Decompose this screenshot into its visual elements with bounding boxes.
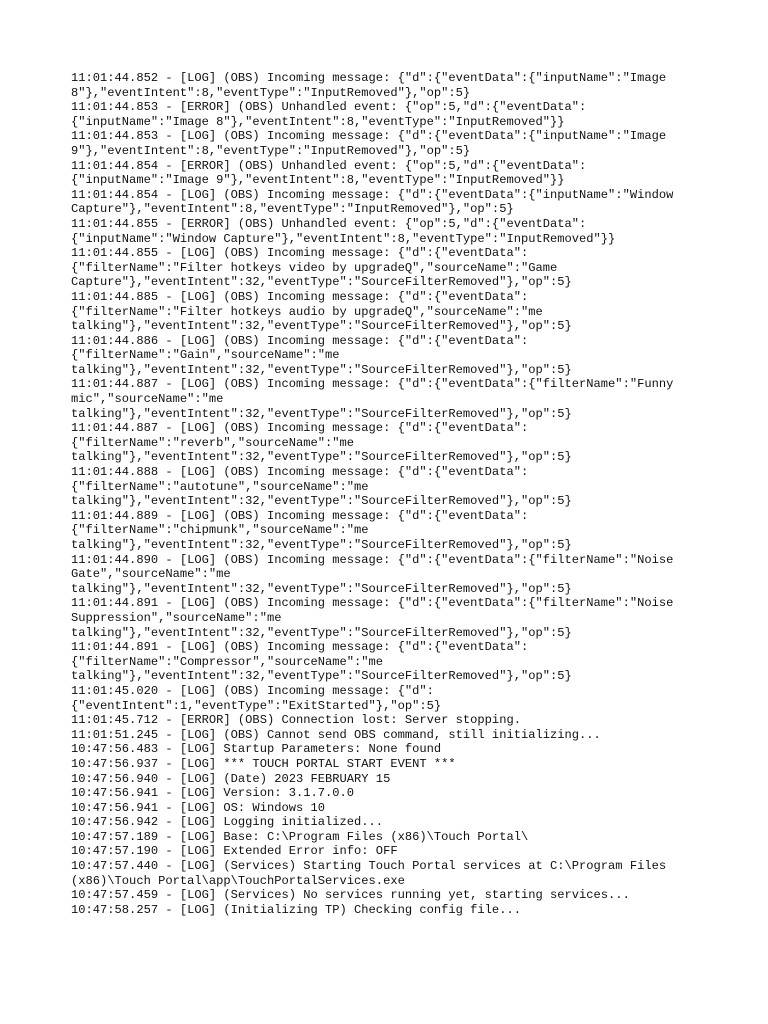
log-line: {"inputName":"Image 9"},"eventIntent":8,"eventType":"InputRemoved"}}: [71, 173, 565, 188]
log-line: talking"},"eventIntent":32,"eventType":"SourceFilterRemoved"},"op":5}: [71, 450, 572, 465]
log-line: 8"},"eventIntent":8,"eventType":"InputRemoved"},"op":5}: [71, 85, 471, 100]
log-line: 11:01:44.853 - [ERROR] (OBS) Unhandled event: {"op":5,"d":{"eventData":: [71, 100, 587, 115]
log-line: talking"},"eventIntent":32,"eventType":"SourceFilterRemoved"},"op":5}: [71, 538, 572, 552]
log-line: Gate","sourceName":"me: [71, 567, 231, 582]
log-line: {"filterName":"Filter hotkeys video by upgradeQ","sourceName":"Game: [71, 260, 558, 275]
log-line: 11:01:44.889 - [LOG] (OBS) Incoming message: {"d":{"eventData":: [71, 508, 529, 523]
log-line: {"filterName":"reverb","sourceName":"me: [71, 435, 355, 450]
log-line: 11:01:44.886 - [LOG] (OBS) Incoming message: {"d":{"eventData":: [71, 333, 529, 348]
log-line: 11:01:44.855 - [LOG] (OBS) Incoming message: {"d":{"eventData":: [71, 246, 529, 261]
log-line: 10:47:56.941 - [LOG] Version: 3.1.7.0.0: [71, 786, 355, 801]
log-line: Suppression","sourceName":"me: [71, 610, 282, 625]
log-line: 11:01:44.891 - [LOG] (OBS) Incoming message: {"d":{"eventData":: [71, 640, 529, 655]
log-line: 10:47:58.257 - [LOG] (Initializing TP) Checking config file...: [71, 902, 521, 917]
log-line: 11:01:44.853 - [LOG] (OBS) Incoming message: {"d":{"eventData":{"inputName":"Image: [71, 129, 667, 144]
log-document: [71, 71, 711, 917]
log-line: 11:01:45.020 - [LOG] (OBS) Incoming message: {"d":: [71, 683, 434, 698]
log-line: talking"},"eventIntent":32,"eventType":"SourceFilterRemoved"},"op":5}: [71, 494, 572, 509]
log-line: {"filterName":"Filter hotkeys audio by upgradeQ","sourceName":"me: [71, 304, 543, 319]
log-line: {"inputName":"Image 8"},"eventIntent":8,"eventType":"InputRemoved"}}: [71, 114, 565, 129]
log-line: {"filterName":"Gain","sourceName":"me: [71, 348, 340, 363]
log-line: (x86)\Touch Portal\app\TouchPortalServices.exe: [71, 873, 405, 888]
log-line: 9"},"eventIntent":8,"eventType":"InputRemoved"},"op":5}: [71, 143, 471, 158]
log-line: 10:47:56.942 - [LOG] Logging initialized...: [71, 815, 384, 830]
log-line: Capture"},"eventIntent":8,"eventType":"InputRemoved"},"op":5}: [71, 202, 514, 217]
log-line: 10:47:56.483 - [LOG] Startup Parameters: None found: [71, 742, 442, 757]
log-line: 11:01:44.854 - [ERROR] (OBS) Unhandled event: {"op":5,"d":{"eventData":: [71, 158, 587, 173]
log-line: 11:01:44.888 - [LOG] (OBS) Incoming message: {"d":{"eventData":: [71, 465, 529, 480]
log-line: 11:01:44.891 - [LOG] (OBS) Incoming message: {"d":{"eventData":{"filterName":"Noise: [71, 596, 674, 611]
log-line: talking"},"eventIntent":32,"eventType":"SourceFilterRemoved"},"op":5}: [71, 625, 572, 640]
log-line: talking"},"eventIntent":32,"eventType":"SourceFilterRemoved"},"op":5}: [71, 669, 572, 684]
log-line: 11:01:44.885 - [LOG] (OBS) Incoming message: {"d":{"eventData":: [71, 289, 529, 304]
log-line: {"eventIntent":1,"eventType":"ExitStarted"},"op":5}: [71, 698, 442, 713]
log-line: mic","sourceName":"me: [71, 392, 224, 407]
log-line: 10:47:56.937 - [LOG] *** TOUCH PORTAL START EVENT ***: [71, 756, 456, 771]
log-line: 11:01:44.852 - [LOG] (OBS) Incoming message: {"d":{"eventData":{"inputName":"Image: [71, 71, 667, 85]
log-line: talking"},"eventIntent":32,"eventType":"SourceFilterRemoved"},"op":5}: [71, 406, 572, 421]
log-line: talking"},"eventIntent":32,"eventType":"SourceFilterRemoved"},"op":5}: [71, 319, 572, 334]
log-line: 10:47:57.189 - [LOG] Base: C:\Program Files (x86)\Touch Portal\: [71, 829, 529, 844]
log-line: {"inputName":"Window Capture"},"eventIntent":8,"eventType":"InputRemoved"}}: [71, 231, 616, 246]
log-line: 10:47:57.459 - [LOG] (Services) No services running yet, starting services...: [71, 888, 630, 903]
log-line: 11:01:44.890 - [LOG] (OBS) Incoming message: {"d":{"eventData":{"filterName":"Noise: [71, 552, 674, 567]
log-line: 10:47:56.941 - [LOG] OS: Windows 10: [71, 800, 326, 815]
log-line: {"filterName":"Compressor","sourceName":"me: [71, 654, 384, 669]
log-line: Capture"},"eventIntent":32,"eventType":"SourceFilterRemoved"},"op":5}: [71, 275, 572, 290]
log-line: 10:47:57.440 - [LOG] (Services) Starting Touch Portal services at C:\Program Files: [71, 859, 667, 874]
log-line: talking"},"eventIntent":32,"eventType":"SourceFilterRemoved"},"op":5}: [71, 581, 572, 596]
log-line: 11:01:51.245 - [LOG] (OBS) Cannot send OBS command, still initializing...: [71, 727, 601, 742]
log-line: 10:47:57.190 - [LOG] Extended Error info: OFF: [71, 844, 398, 859]
log-line: 11:01:44.855 - [ERROR] (OBS) Unhandled event: {"op":5,"d":{"eventData":: [71, 216, 587, 231]
log-line: 11:01:44.854 - [LOG] (OBS) Incoming message: {"d":{"eventData":{"inputName":"Window: [71, 187, 674, 202]
log-line: {"filterName":"autotune","sourceName":"me: [71, 479, 369, 494]
log-line: 11:01:44.887 - [LOG] (OBS) Incoming message: {"d":{"eventData":{"filterName":"Funny: [71, 377, 674, 392]
log-line: 11:01:44.887 - [LOG] (OBS) Incoming message: {"d":{"eventData":: [71, 421, 529, 436]
log-line: 10:47:56.940 - [LOG] (Date) 2023 FEBRUARY 15: [71, 771, 391, 786]
log-line: {"filterName":"chipmunk","sourceName":"me: [71, 523, 369, 538]
log-line: talking"},"eventIntent":32,"eventType":"SourceFilterRemoved"},"op":5}: [71, 362, 572, 377]
log-line: 11:01:45.712 - [ERROR] (OBS) Connection lost: Server stopping.: [71, 713, 521, 728]
